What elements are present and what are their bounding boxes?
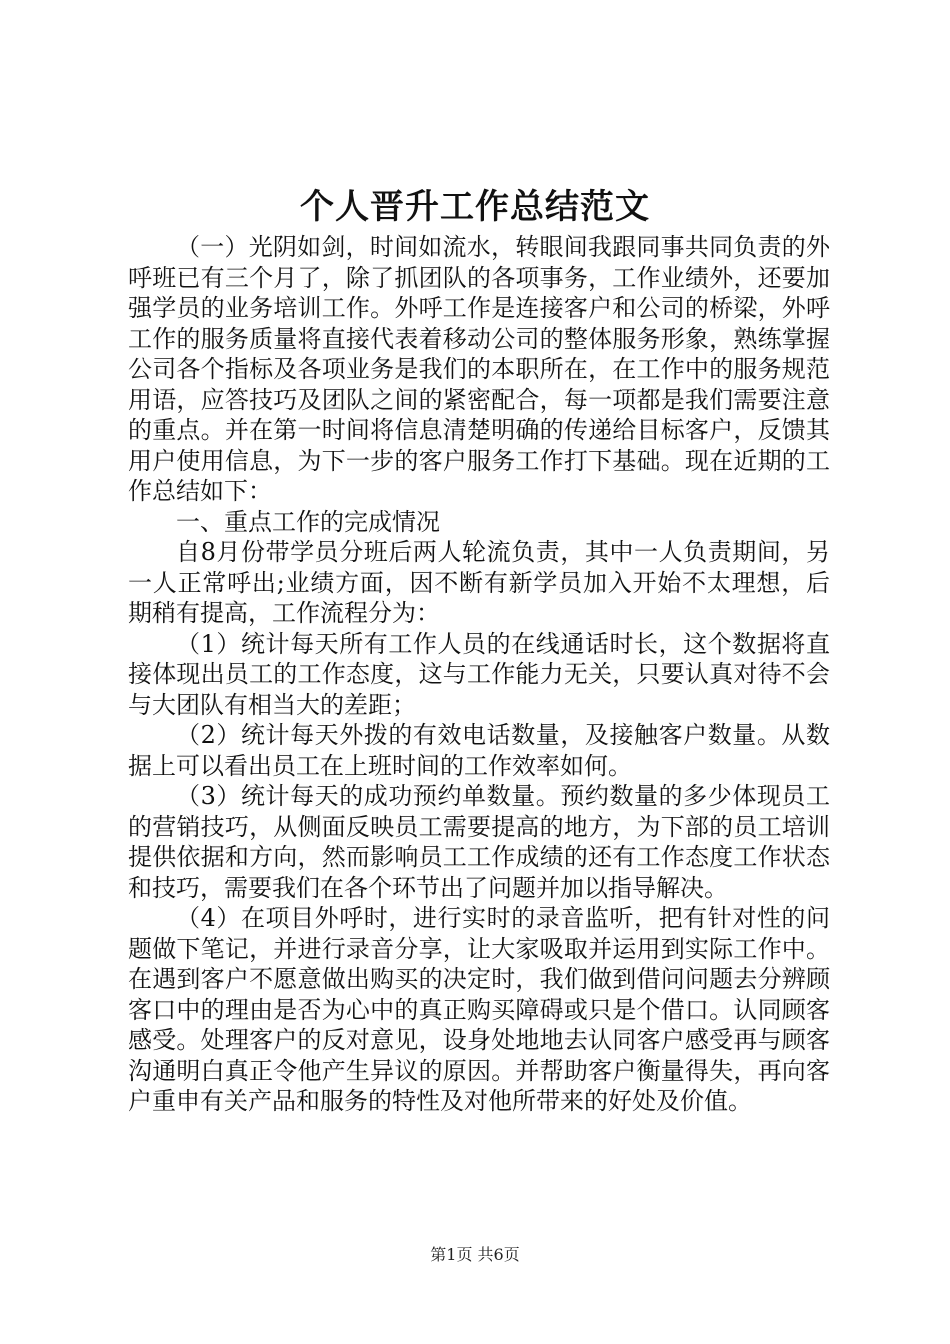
paragraph-item-3: （3）统计每天的成功预约单数量。预约数量的多少体现员工的营销技巧，从侧面反映员工需要提高的地方，为下部的员工培训提供依据和方向，然而影响员工工作成绩的还有工作态度工作状态和技巧，需要我们在各个环节出了问题并加以指导解决。 xyxy=(128,782,830,902)
section-heading-key-work: 一、重点工作的完成情况 xyxy=(176,507,440,536)
paragraph-workflow: 自8月份带学员分班后两人轮流负责，其中一人负责期间，另一人正常呼出;业绩方面，因不断有新学员加入开始不太理想，后期稍有提高，工作流程分为： xyxy=(128,538,830,627)
paragraph-item-1: （1）统计每天所有工作人员的在线通话时长，这个数据将直接体现出员工的工作态度，这与工作能力无关，只要认真对待不会与大团队有相当大的差距； xyxy=(128,629,830,719)
document-body xyxy=(128,232,830,1117)
paragraph-item-2: （2）统计每天外拨的有效电话数量，及接触客户数量。从数据上可以看出员工在上班时间的工作效率如何。 xyxy=(128,721,830,780)
page-footer: 第1页 共6页 xyxy=(430,1245,520,1264)
paragraph-item-4: （4）在项目外呼时，进行实时的录音监听，把有针对性的问题做下笔记，并进行录音分享，让大家吸取并运用到实际工作中。在遇到客户不愿意做出购买的决定时，我们做到借问问题去分辨顾客口中的理由是否为心中的真正购买障碍或只是个借口。认同顾客感受。处理客户的反对意见，设身处地地去认同客户感受再与顾客沟通明白真正令他产生异议的原因。并帮助客户衡量得失，再向客户重申有关产品和服务的特性及对他所带来的好处及价值。 xyxy=(128,904,830,1115)
document-title: 个人晋升工作总结范文 xyxy=(300,187,650,227)
paragraph-intro: （一）光阴如剑，时间如流水，转眼间我跟同事共同负责的外呼班已有三个月了，除了抓团队的各项事务，工作业绩外，还要加强学员的业务培训工作。外呼工作是连接客户和公司的桥梁，外呼工作的服务质量将直接代表着移动公司的整体服务形象，熟练掌握公司各个指标及各项业务是我们的本职所在，在工作中的服务规范用语，应答技巧及团队之间的紧密配合，每一项都是我们需要注意的重点。并在第一时间将信息清楚明确的传递给目标客户，反馈其用户使用信息，为下一步的客户服务工作打下基础。现在近期的工作总结如下： xyxy=(128,233,830,505)
